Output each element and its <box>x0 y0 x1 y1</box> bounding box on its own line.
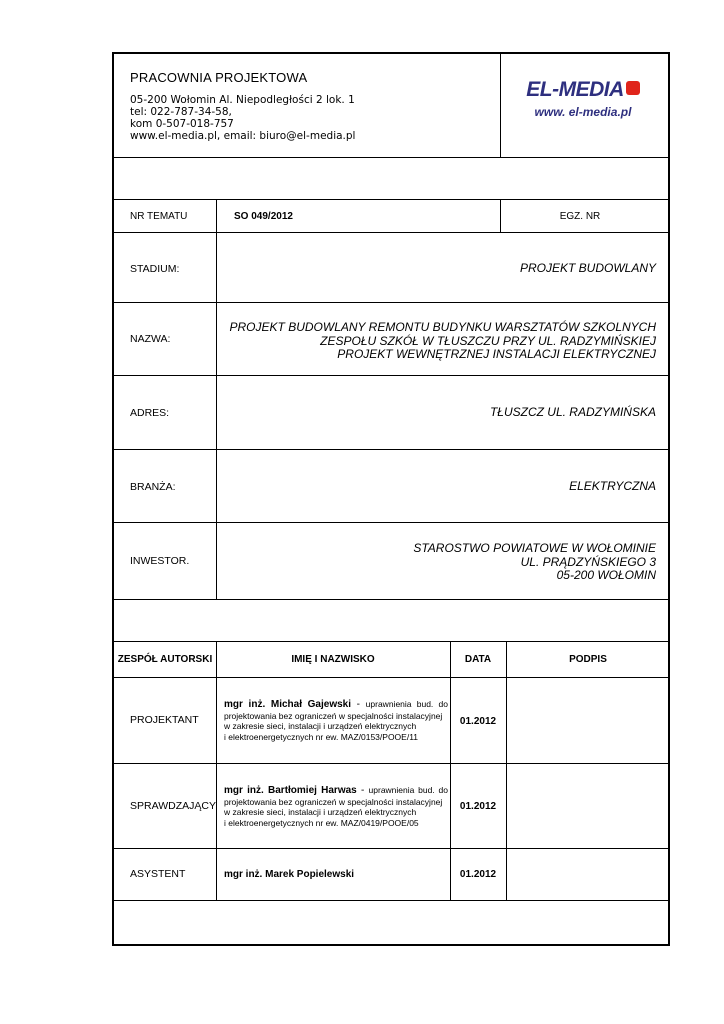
team-header-signature: PODPIS <box>569 654 607 665</box>
team-column-divider <box>506 641 507 900</box>
address-label: ADRES: <box>130 407 170 419</box>
title-sheet <box>112 52 670 946</box>
divider <box>114 677 668 678</box>
team-row-date: 01.2012 <box>459 716 497 727</box>
divider <box>114 900 668 901</box>
header-divider <box>500 54 501 157</box>
team-row-role: SPRAWDZAJĄCY <box>130 800 216 812</box>
investor-value: STAROSTWO POWIATOWE W WOŁOMINIE UL. PRĄDZYŃSKIEGO 3 05-200 WOŁOMIN <box>413 541 656 582</box>
team-header-date: DATA <box>464 654 492 665</box>
project-name-value: PROJEKT BUDOWLANY REMONTU BUDYNKU WARSZTATÓW SZKOLNYCH ZESPOŁU SZKÓŁ W TŁUSZCZU PRZY UL. RADZYMIŃSKIEJ PROJEKT WEWNĘTRZNEJ INSTALACJI ELEKTRYCZNEJ <box>229 320 656 361</box>
company-name: PRACOWNIA PROJEKTOWA <box>130 70 308 85</box>
branch-label: BRANŻA: <box>130 481 176 493</box>
stadium-value: PROJEKT BUDOWLANY <box>519 261 656 275</box>
divider <box>114 599 668 600</box>
company-mobile: kom 0-507-018-757 <box>130 118 234 130</box>
company-address: 05-200 Wołomin Al. Niepodległości 2 lok. 1 <box>130 94 355 106</box>
team-row-date: 01.2012 <box>459 869 497 880</box>
topic-divider <box>500 199 501 232</box>
divider <box>114 522 668 523</box>
divider <box>114 763 668 764</box>
divider <box>114 199 668 200</box>
divider <box>114 302 668 303</box>
divider <box>114 449 668 450</box>
company-phone: tel: 022-787-34-58, <box>130 106 232 118</box>
divider <box>114 848 668 849</box>
divider <box>114 375 668 376</box>
team-row-date: 01.2012 <box>459 801 497 812</box>
team-column-divider <box>216 641 217 900</box>
company-logo <box>512 78 654 119</box>
team-row-person: mgr inż. Marek Popielewski <box>224 869 355 880</box>
branch-value: ELEKTRYCZNA <box>569 479 656 493</box>
label-column-divider <box>216 199 217 599</box>
stadium-label: STADIUM: <box>130 263 180 275</box>
company-web-email: www.el-media.pl, email: biuro@el-media.pl <box>130 130 356 142</box>
team-row-person: mgr inż. Michał Gajewski - uprawnienia bud. do projektowania bez ograniczeń w specjalności instalacyjnej w zakresie sieci, instalacji i urządzeń elektrycznych i elektroenergetycznych nr ew. MAZ/0153/POOE/11 <box>224 699 448 742</box>
team-row-role: ASYSTENT <box>130 868 186 880</box>
topic-number: SO 049/2012 <box>234 211 293 222</box>
team-header-name: IMIĘ I NAZWISKO <box>291 654 375 665</box>
divider <box>114 232 668 233</box>
project-name-label: NAZWA: <box>130 333 171 345</box>
divider <box>114 641 668 642</box>
logo-square-icon <box>626 81 640 95</box>
team-row-role: PROJEKTANT <box>130 714 199 726</box>
divider <box>114 157 668 158</box>
investor-label: INWESTOR. <box>130 555 190 567</box>
logo-wordmark: EL-MEDIA <box>512 78 654 102</box>
logo-url: www. el-media.pl <box>534 105 632 119</box>
address-value: TŁUSZCZ UL. RADZYMIŃSKA <box>489 405 656 419</box>
team-header-role: ZESPÓŁ AUTORSKI <box>117 654 213 665</box>
team-column-divider <box>450 641 451 900</box>
topic-label: NR TEMATU <box>130 211 188 222</box>
copy-number-label: EGZ. NR <box>559 211 601 222</box>
team-row-person: mgr inż. Bartłomiej Harwas - uprawnienia bud. do projektowania bez ograniczeń w specjalności instalacyjnej w zakresie sieci, instalacji i urządzeń elektrycznych i elektroenergetycznych nr ew. MAZ/0419/POOE/05 <box>224 785 448 828</box>
